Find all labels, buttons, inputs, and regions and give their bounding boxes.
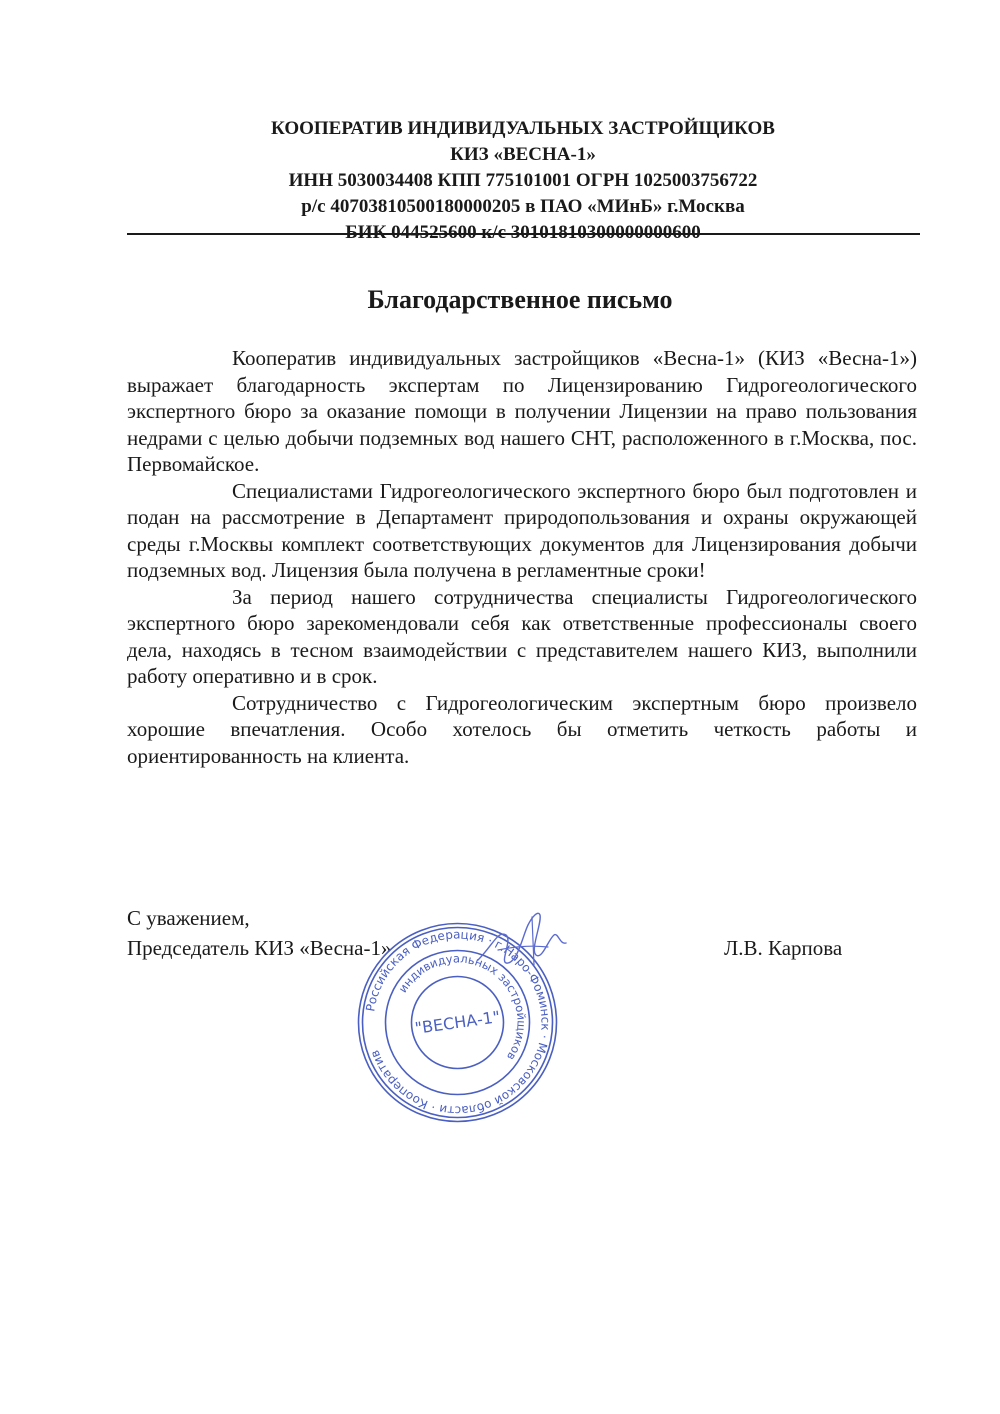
letterhead-bank-account: р/с 40703810500180000205 в ПАО «МИнБ» г.Москва — [301, 196, 745, 217]
body-paragraph: Кооператив индивидуальных застройщиков «Весна-1» (КИЗ «Весна-1») выражает благодарность экспертам по Лицензированию Гидрогеологического экспертного бюро за оказание помощи в получении Лицензии на право пользования недрами с целью добычи подземных вод нашего СНТ, расположенного в г.Москва, пос. Первомайское. — [127, 346, 917, 476]
letter-title: Благодарственное письмо — [367, 285, 673, 314]
letterhead-short-name: КИЗ «ВЕСНА-1» — [450, 144, 596, 165]
closing-regards: С уважением, — [127, 906, 250, 930]
letter-body — [127, 345, 917, 769]
closing-block — [127, 903, 391, 963]
signer-position: Председатель КИЗ «Весна-1» — [127, 936, 392, 960]
letterhead — [0, 116, 1000, 246]
seal-outer-text: Российская Федерация · г.Наро-Фоминск · Московской области · Кооператив — [363, 927, 553, 1118]
body-paragraph: Специалистами Гидрогеологического экспертного бюро был подготовлен и подан на рассмотрение в Департамент природопользования и охраны окружающей среды г.Москвы комплект соответствующих документов для Лицензирования добычи подземных вод. Лицензия была получена в регламентные сроки! — [127, 478, 917, 582]
letterhead-registration-ids: ИНН 5030034408 КПП 775101001 ОГРН 1025003756722 — [288, 170, 758, 191]
letterhead-divider — [127, 233, 920, 235]
body-paragraph: Сотрудничество с Гидрогеологическим экспертным бюро произвело хорошие впечатления. Особо хотелось бы отметить четкость работы и ориентированность на клиента. — [127, 690, 917, 768]
seal-inner-text: индивидуальных застройщиков — [395, 951, 529, 1064]
letterhead-bank-bik: БИК 044525600 к/с 30101810300000000600 — [345, 222, 701, 243]
seal-center-text: "ВЕСНА-1" — [413, 1007, 502, 1038]
body-paragraph: За период нашего сотрудничества специалисты Гидрогеологического экспертного бюро зарекомендовали себя как ответственные профессионалы своего дела, находясь в тесном взаимодействии с представителем нашего КИЗ, выполнили работу оперативно и в срок. — [127, 584, 917, 688]
signer-name: Л.В. Карпова — [724, 936, 843, 960]
letterhead-org-name: КООПЕРАТИВ ИНДИВИДУАЛЬНЫХ ЗАСТРОЙЩИКОВ — [271, 118, 775, 139]
handwritten-signature — [468, 905, 578, 985]
